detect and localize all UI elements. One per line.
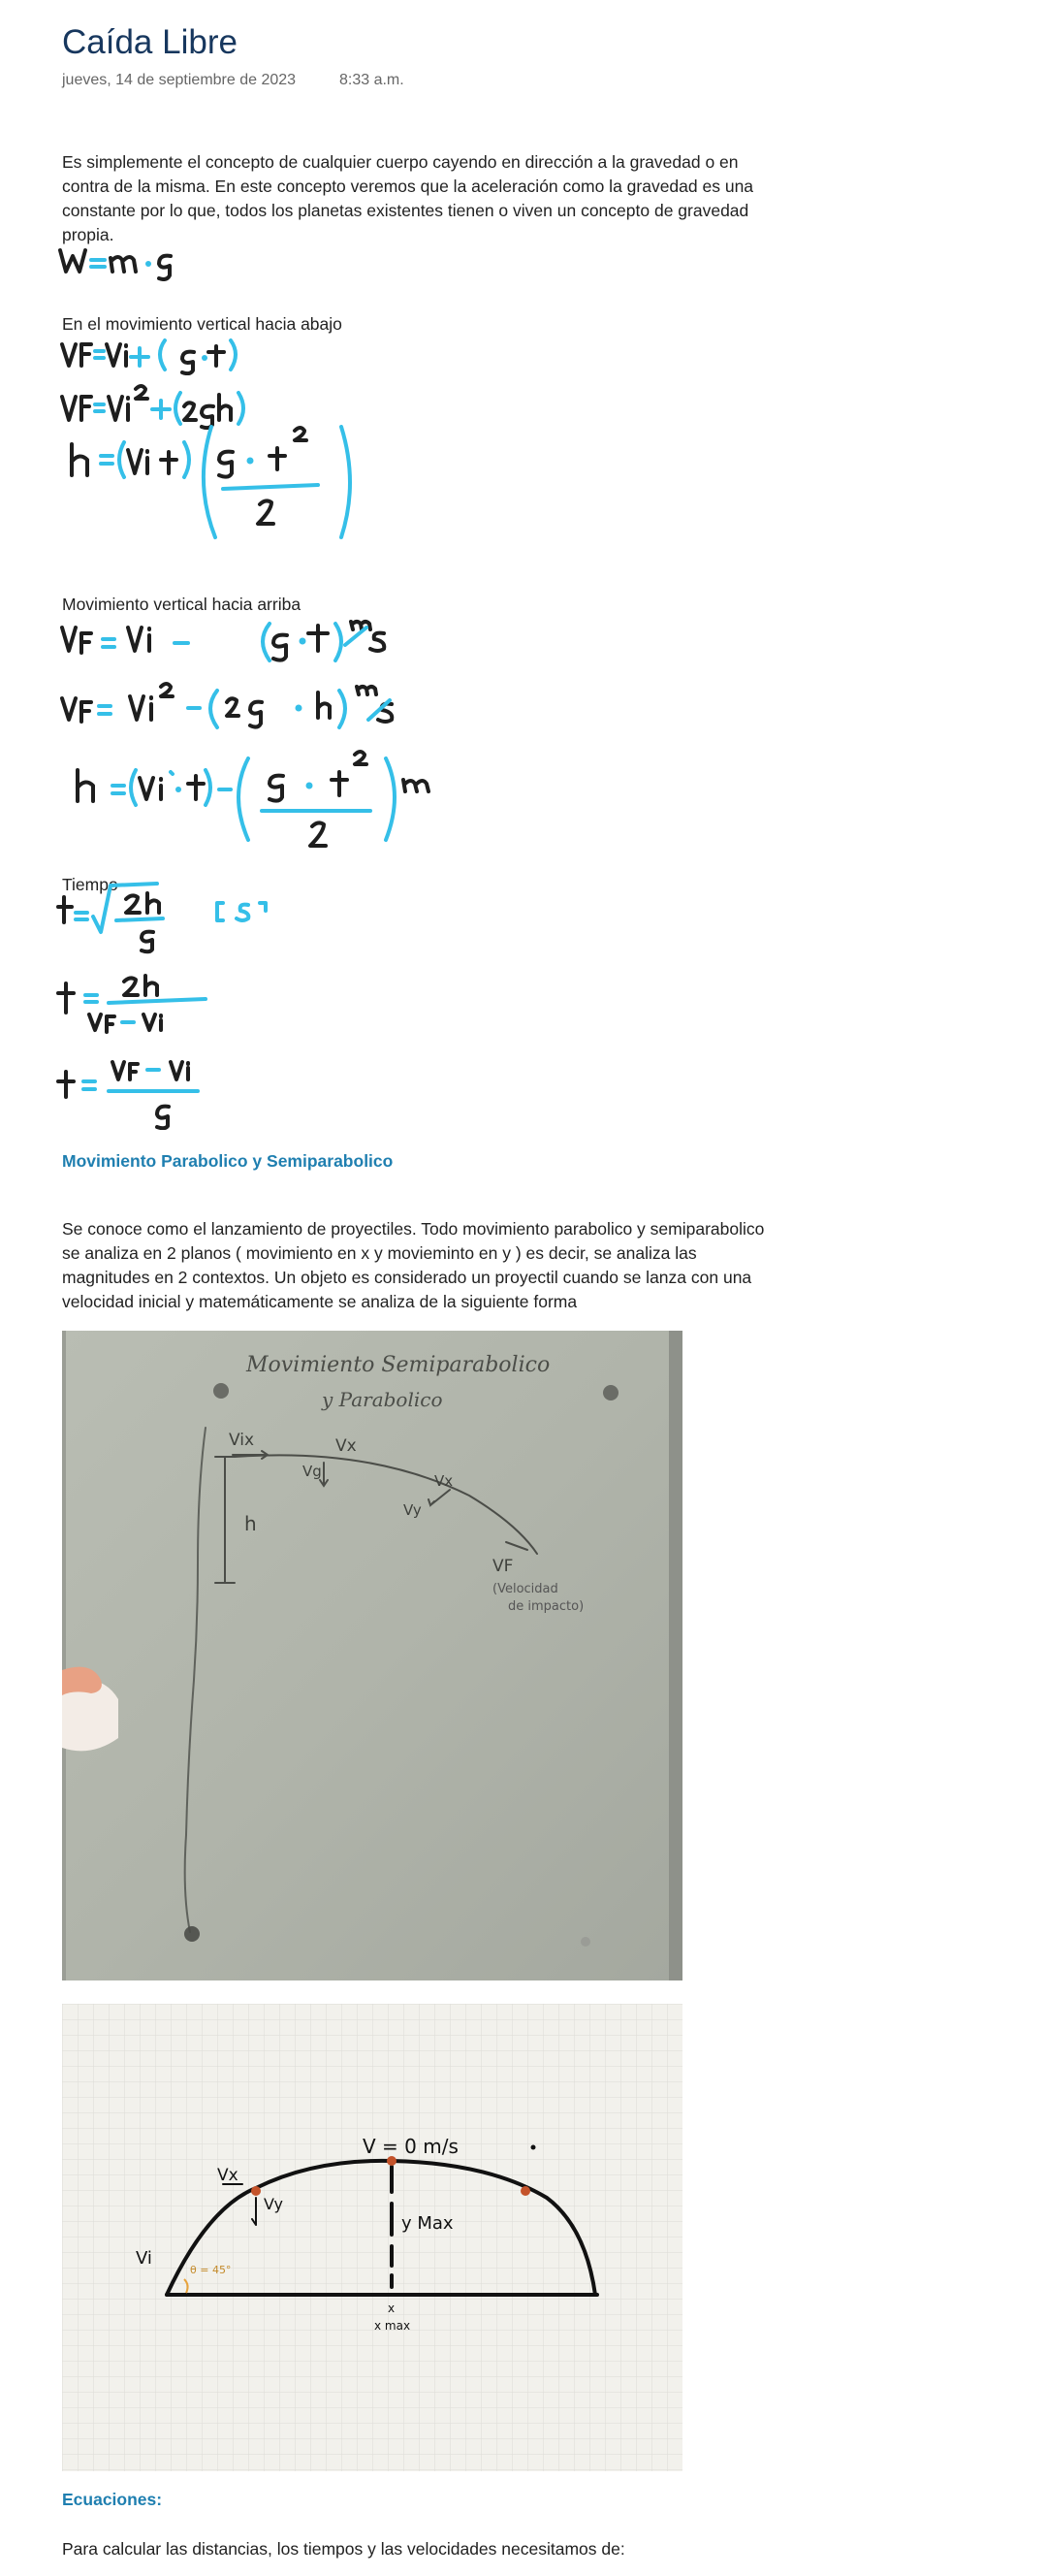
page-title: Caída Libre — [62, 23, 238, 61]
whiteboard-photo — [62, 1331, 682, 1980]
parabolic-heading: Movimiento Parabolico y Semiparabolico — [62, 1151, 394, 1171]
formula-up-vf1 — [58, 616, 427, 664]
wb-label-vg: Vg — [302, 1463, 322, 1480]
time-label: Tiempo — [62, 875, 118, 894]
formula-time-sqrt — [56, 878, 279, 955]
down-label: En el movimiento vertical hacia abajo — [62, 314, 342, 334]
wb-label-vf: VF — [492, 1557, 514, 1576]
up-label: Movimiento vertical hacia arriba — [62, 595, 301, 614]
intro-paragraph: Es simplemente el concepto de cualquier cuerpo cayendo en dirección a la gravedad o en contra de la misma. En este concepto veremos que la aceleración como la gravedad es una constante por lo que, todos los planetas existentes tienen o viven un concepto de gravedad propia. — [62, 152, 754, 244]
sketch-label-angle: θ = 45° — [190, 2264, 232, 2276]
sketch-label-v0: V = 0 m/s — [363, 2135, 459, 2158]
projectile-sketch — [62, 2004, 682, 2471]
sketch-label-ymax: y Max — [401, 2213, 454, 2234]
formula-down-vf1 — [58, 335, 262, 375]
formula-time-2 — [54, 970, 229, 1040]
wb-label-impacto: de impacto) — [508, 1599, 585, 1614]
equations-heading: Ecuaciones: — [62, 2490, 163, 2509]
wb-title-2: y Parabolico — [322, 1388, 443, 1411]
sketch-label-xmax: x max — [374, 2319, 411, 2333]
parabolic-paragraph: Se conoce como el lanzamiento de proyectiles. Todo movimiento parabolico y semiparabolico se analiza en 2 planos ( movimiento en x y movieminto en y ) es decir, se analiza las magnitudes en 2 contextos. Un objeto es considerado un proyectil cuando se lanza con una velocidad inicial y matemáticamente se analiza de la siguiente forma — [62, 1219, 765, 1311]
wb-label-h: h — [244, 1512, 257, 1535]
wb-label-vix: Vix — [229, 1431, 255, 1450]
equations-paragraph: Para calcular las distancias, los tiempos y las velocidades necesitamos de: — [62, 2539, 625, 2559]
page-time: 8:33 a.m. — [339, 72, 404, 88]
formula-up-h — [58, 747, 446, 853]
formula-time-3 — [54, 1052, 229, 1130]
formula-down-h — [58, 425, 368, 541]
wb-title-1: Movimiento Semiparabolico — [246, 1353, 551, 1377]
formula-weight — [56, 242, 182, 281]
sketch-label-vy: Vy — [264, 2195, 283, 2213]
wb-label-vy: Vy — [403, 1501, 422, 1519]
formula-up-vf2 — [58, 679, 427, 732]
sketch-label-vi: Vi — [136, 2248, 152, 2269]
wb-label-vx1: Vx — [335, 1436, 357, 1456]
sketch-label-x: x — [388, 2302, 396, 2315]
page-date: jueves, 14 de septiembre de 2023 — [62, 72, 297, 88]
wb-label-velocidad: (Velocidad — [492, 1582, 558, 1596]
wb-label-vx2: Vx — [434, 1472, 454, 1490]
sketch-label-vx: Vx — [217, 2166, 238, 2185]
